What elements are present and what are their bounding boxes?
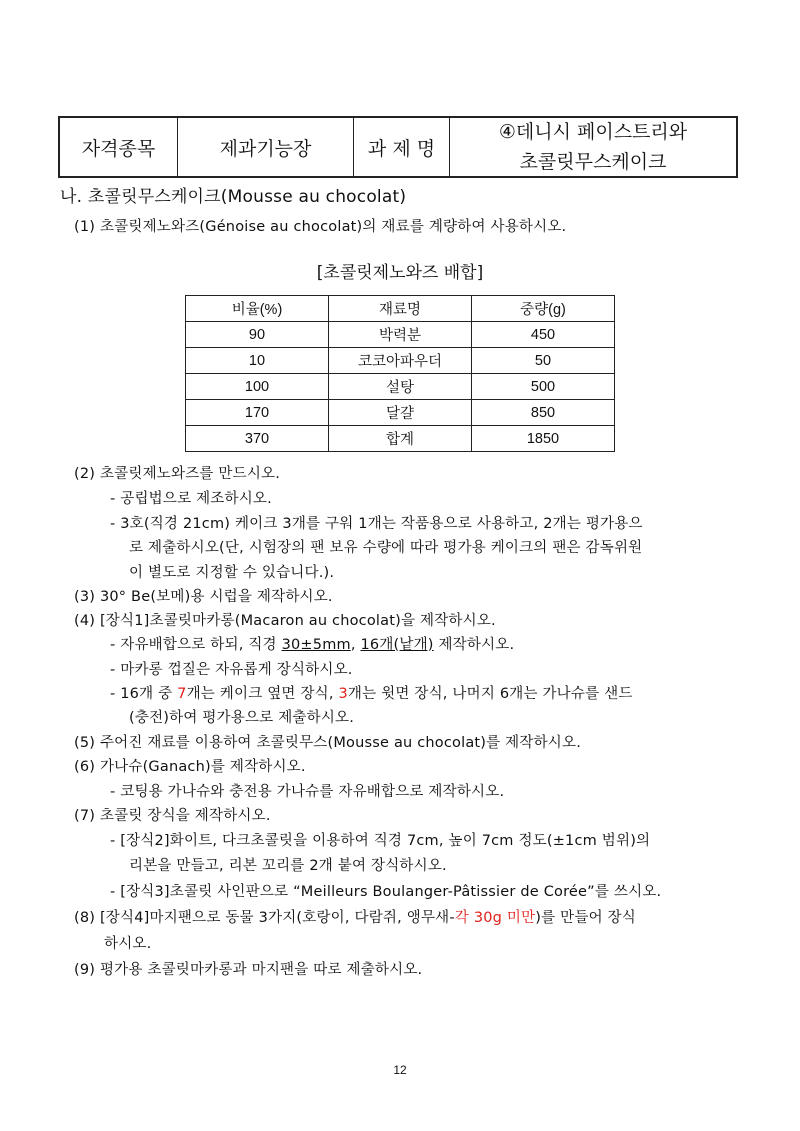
item-2-b-line3: 이 별도로 지정할 수 있습니다.). bbox=[129, 565, 335, 581]
item-2-b-line1: - 3호(직경 21cm) 케이크 3개를 구워 1개는 작품용으로 사용하고, 2개는 평가용으 bbox=[110, 516, 643, 532]
table-row bbox=[186, 322, 615, 348]
item-8-line1 bbox=[74, 906, 636, 927]
item-4-a-size: 30±5mm bbox=[281, 637, 351, 653]
item-4: (4) [장식1]초콜릿마카롱(Macaron au chocolat)을 제작하시오. bbox=[74, 613, 496, 629]
item-6: (6) 가나슈(Ganach)를 제작하시오. bbox=[74, 759, 306, 775]
item-4-c-line2: (충전)하여 평가용으로 제출하시오. bbox=[129, 710, 355, 726]
table-cell: 100 bbox=[186, 374, 329, 400]
table-row bbox=[186, 426, 615, 452]
item-4-c-pre: - 16개 중 bbox=[110, 686, 178, 702]
header-task-label: 과 제 명 bbox=[354, 118, 450, 176]
item-7-a-line1: - [장식2]화이트, 다크초콜릿을 이용하여 직경 7cm, 높이 7cm 정도(±1cm 범위)의 bbox=[110, 833, 651, 849]
table-cell: 370 bbox=[186, 426, 329, 452]
recipe-table-title: [초콜릿제노와즈 배합] bbox=[316, 263, 484, 283]
table-cell: 500 bbox=[472, 374, 615, 400]
item-5: (5) 주어진 재료를 이용하여 초콜릿무스(Mousse au chocolat)를 제작하시오. bbox=[74, 735, 582, 751]
table-cell: 50 bbox=[472, 348, 615, 374]
table-cell: 달걀 bbox=[329, 400, 472, 426]
table-cell: 합계 bbox=[329, 426, 472, 452]
item-8-pre: (8) [장식4]마지팬으로 동물 3가지(호랑이, 다람쥐, 앵무새- bbox=[74, 910, 455, 926]
item-2-a: - 공립법으로 제조하시오. bbox=[110, 491, 272, 507]
item-1: (1) 초콜릿제노와즈(Génoise au chocolat)의 재료를 계량하여 사용하시오. bbox=[74, 219, 567, 235]
item-2-b-line2: 로 제출하시오(단, 시험장의 팬 보유 수량에 따라 평가용 케이크의 팬은 감독위원 bbox=[129, 540, 643, 556]
item-4-a-count: 16개(낱개) bbox=[360, 637, 434, 653]
item-4-a-post: 제작하시오. bbox=[433, 637, 515, 653]
item-2: (2) 초콜릿제노와즈를 만드시오. bbox=[74, 466, 281, 482]
table-header-cell: 재료명 bbox=[329, 296, 472, 322]
item-7-a-line2: 리본을 만들고, 리본 꼬리를 2개 붙여 장식하시오. bbox=[129, 858, 447, 874]
item-4-a-pre: - 자유배합으로 하되, 직경 bbox=[110, 637, 282, 653]
item-8-line2: 하시오. bbox=[104, 936, 152, 952]
item-8-post: )를 만들어 장식 bbox=[535, 910, 637, 926]
table-cell: 450 bbox=[472, 322, 615, 348]
item-9: (9) 평가용 초콜릿마카롱과 마지팬을 따로 제출하시오. bbox=[74, 962, 423, 978]
exam-header-table bbox=[58, 116, 738, 178]
item-8-red: 각 30g 미만 bbox=[454, 910, 536, 926]
item-6-a: - 코팅용 가나슈와 충전용 가나슈를 자유배합으로 제작하시오. bbox=[110, 784, 505, 800]
table-header-cell: 중량(g) bbox=[472, 296, 615, 322]
item-7-b: - [장식3]초콜릿 사인판으로 “Meilleurs Boulanger-Pâtissier de Corée”를 쓰시오. bbox=[110, 884, 662, 900]
header-task-line2: 초콜릿무스케이크 bbox=[519, 151, 667, 173]
recipe-table bbox=[185, 295, 615, 452]
item-3: (3) 30° Be(보메)용 시럽을 제작하시오. bbox=[74, 589, 333, 605]
header-subject-value: 제과기능장 bbox=[178, 118, 354, 176]
table-cell: 코코아파우더 bbox=[329, 348, 472, 374]
table-cell: 1850 bbox=[472, 426, 615, 452]
item-4-a bbox=[110, 633, 514, 654]
table-cell: 설탕 bbox=[329, 374, 472, 400]
item-4-c-post: 개는 윗면 장식, 나머지 6개는 가나슈를 샌드 bbox=[347, 686, 633, 702]
item-4-c-line1 bbox=[110, 682, 633, 703]
item-4-c-red-3: 3 bbox=[338, 686, 348, 702]
item-7: (7) 초콜릿 장식을 제작하시오. bbox=[74, 808, 271, 824]
table-cell: 170 bbox=[186, 400, 329, 426]
header-task-line1: ④데니시 페이스트리와 bbox=[498, 121, 688, 143]
table-header-row bbox=[186, 296, 615, 322]
header-subject-label: 자격종목 bbox=[60, 118, 178, 176]
section-title: 나. 초콜릿무스케이크(Mousse au chocolat) bbox=[60, 187, 407, 207]
table-cell: 박력분 bbox=[329, 322, 472, 348]
page-number: 12 bbox=[393, 1063, 407, 1077]
item-4-a-mid: , bbox=[350, 637, 361, 653]
item-4-b: - 마카롱 껍질은 자유롭게 장식하시오. bbox=[110, 662, 353, 678]
table-cell: 10 bbox=[186, 348, 329, 374]
table-header-cell: 비율(%) bbox=[186, 296, 329, 322]
item-4-c-mid: 개는 케이크 옆면 장식, bbox=[186, 686, 339, 702]
item-4-c-red-7: 7 bbox=[177, 686, 187, 702]
table-row bbox=[186, 400, 615, 426]
table-row bbox=[186, 348, 615, 374]
table-cell: 850 bbox=[472, 400, 615, 426]
table-cell: 90 bbox=[186, 322, 329, 348]
header-task-value bbox=[450, 118, 736, 176]
table-row bbox=[186, 374, 615, 400]
